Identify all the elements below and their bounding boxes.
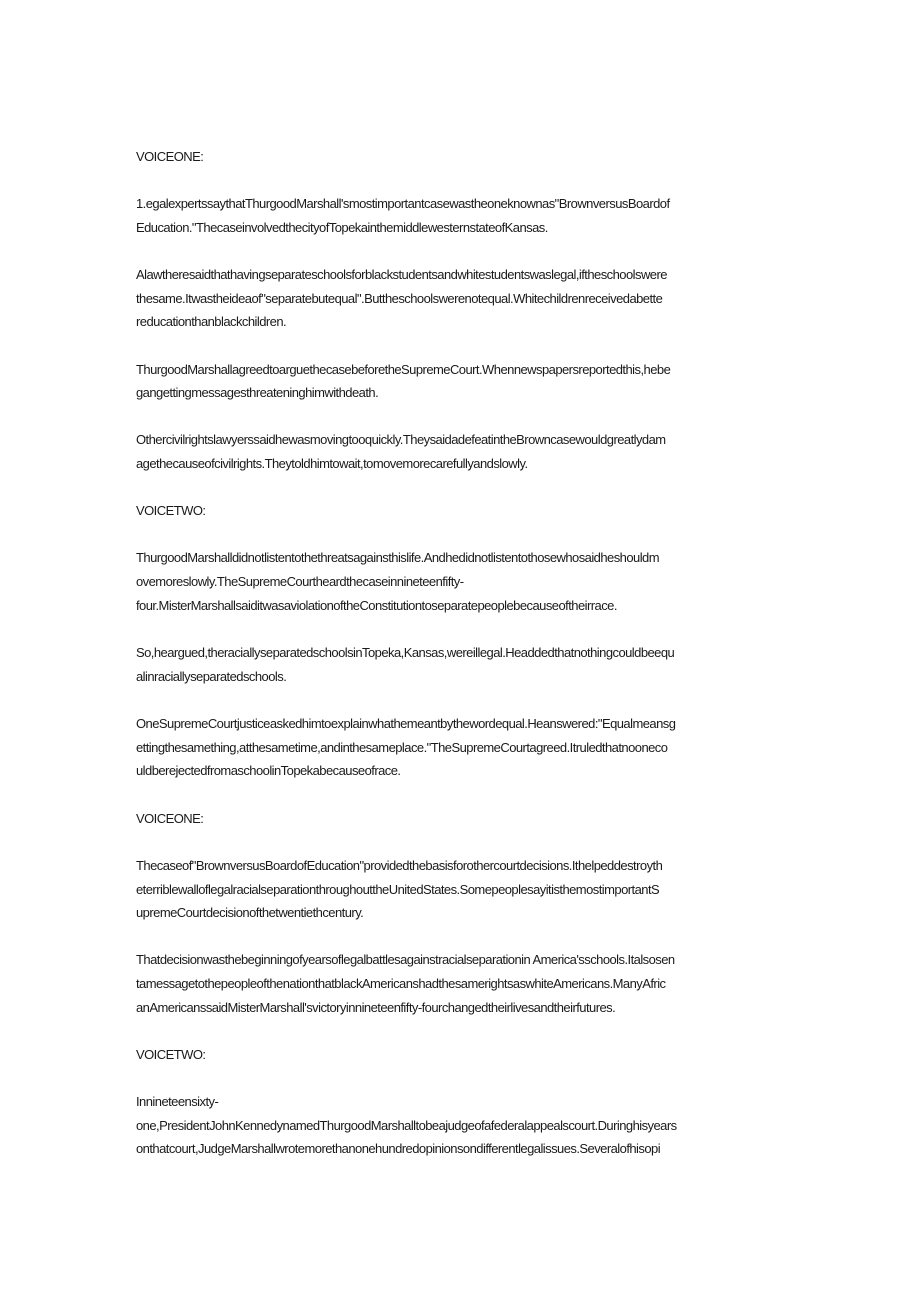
paragraph-line: ThurgoodMarshalldidnotlistentothethreatsagainsthislife.Andhedidnotlistentothosewhosaidheshouldm	[136, 550, 660, 565]
paragraph-line: tamessagetothepeopleofthenationthatblackAmericanshadthesamerightsaswhiteAmericans.ManyAfric	[136, 976, 666, 991]
paragraph-line: OneSupremeCourtjusticeaskedhimtoexplainwhathemeantbythewordequal.Heanswered:"Equalmeansg	[136, 716, 676, 731]
paragraph-line: upremeCourtdecisionofthetwentiethcentury.	[136, 905, 364, 920]
paragraph-line: Othercivilrightslawyerssaidhewasmovingtooquickly.TheysaidadefeatintheBrowncasewouldgreatlydam	[136, 432, 666, 447]
paragraph-line: onthatcourt,JudgeMarshallwrotemorethanonehundredopinionsondifferentlegalissues.Severalofhisopi	[136, 1141, 661, 1156]
paragraph-line: agethecauseofcivilrights.Theytoldhimtowait,tomovemorecarefullyandslowly.	[136, 456, 528, 471]
paragraph-line: anAmericanssaidMisterMarshall'svictoryinnineteenfifty-fourchangedtheirlivesandtheirfutures.	[136, 1000, 616, 1015]
paragraph-line: reducationthanblackchildren.	[136, 314, 287, 329]
paragraph-line: Innineteensixty-	[136, 1094, 219, 1109]
paragraph-line: thesame.Itwastheideaof"separatebutequal".Buttheschoolswerenotequal.Whitechildrenreceivedabette	[136, 291, 663, 306]
paragraph-line: one,PresidentJohnKennedynamedThurgoodMarshalltobeajudgeofafederalappealscourt.Duringhisyears	[136, 1118, 677, 1133]
paragraph-line: Education."ThecaseinvolvedthecityofTopekainthemiddlewesternstateofKansas.	[136, 220, 548, 235]
paragraph-line: Alawtheresaidthathavingseparateschoolsforblackstudentsandwhitestudentswaslegal,iftheschoolswere	[136, 267, 667, 282]
paragraph-line: Thatdecisionwasthebeginningofyearsoflegalbattlesagainstracialseparationin America'sschools.Italsosen	[136, 952, 675, 967]
paragraph-line: eterriblewalloflegalracialseparationthroughouttheUnitedStates.SomepeoplesayitisthemostimportantS	[136, 882, 660, 897]
paragraph-line: 1.egalexpertssaythatThurgoodMarshall'smostimportantcasewastheoneknownas"BrownversusBoardof	[136, 196, 670, 211]
paragraph-line: four.MisterMarshallsaiditwasaviolationoftheConstitutiontoseparatepeoplebecauseoftheirrace.	[136, 598, 617, 613]
paragraph-line: ThurgoodMarshallagreedtoarguethecasebeforetheSupremeCourt.Whennewspapersreportedthis,hebe	[136, 362, 671, 377]
paragraph-line: ovemoreslowly.TheSupremeCourtheardthecaseinnineteenfifty-	[136, 574, 464, 589]
paragraph-line: uldberejectedfromaschoolinTopekabecauseofrace.	[136, 763, 401, 778]
speaker-label: VOICETWO:	[136, 503, 206, 518]
speaker-label: VOICEONE:	[136, 811, 204, 826]
paragraph-line: alinraciallyseparatedschools.	[136, 669, 287, 684]
paragraph-line: ettingthesamething,atthesametime,andinthesameplace."TheSupremeCourtagreed.Itruledthatnooneco	[136, 740, 668, 755]
paragraph-line: gangettingmessagesthreateninghimwithdeath.	[136, 385, 379, 400]
speaker-label: VOICETWO:	[136, 1047, 206, 1062]
speaker-label: VOICEONE:	[136, 149, 204, 164]
paragraph-line: Thecaseof"BrownversusBoardofEducation"providedthebasisforothercourtdecisions.Ithelpeddestroyth	[136, 858, 663, 873]
paragraph-line: So,heargued,theraciallyseparatedschoolsinTopeka,Kansas,wereillegal.Headdedthatnothingcouldbeequ	[136, 645, 675, 660]
